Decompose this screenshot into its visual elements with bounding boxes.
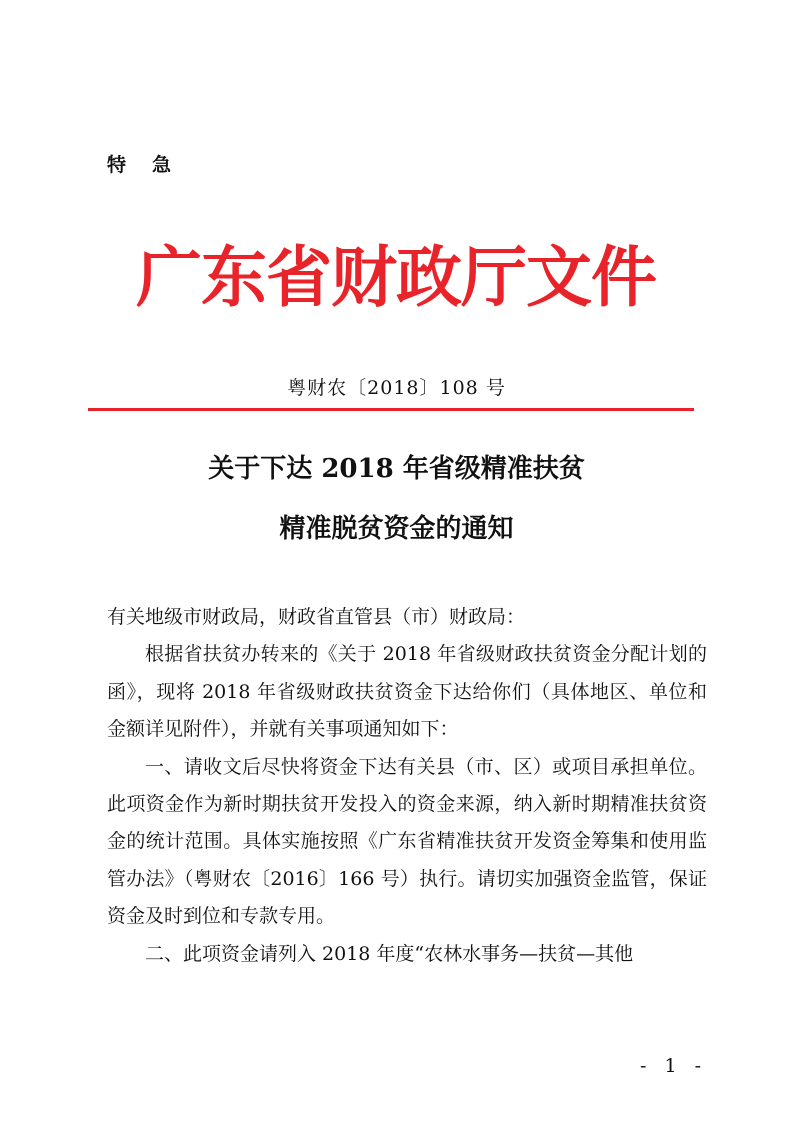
document-masthead: 广东省财政厅文件 xyxy=(136,238,656,316)
salutation: 有关地级市财政局，财政省直管县（市）财政局： xyxy=(107,606,526,628)
red-divider-line xyxy=(88,408,694,411)
document-title-line-2: 精准脱贫资金的通知 xyxy=(279,514,514,544)
document-number: 粤财农〔2018〕108 号 xyxy=(287,377,506,399)
body-paragraph: 二、此项资金请列入 2018 年度“农林水事务—扶贫—其他 xyxy=(145,942,634,965)
page-number: - 1 - xyxy=(639,1055,707,1077)
body-paragraph: 一、请收文后尽快将资金下达有关县（市、区）或项目承担单位。此项资金作为新时期扶贫开发投入的资金来源，纳入新时期精准扶贫资金的统计范围。具体实施按照《广东省精准扶贫开发资金筹集和使用监管办法》（粤财农〔2016〕166 号）执行。请切实加强资金监管，保证资金及时到位和专款专用。 xyxy=(107,755,707,928)
document-body xyxy=(107,599,707,973)
urgency-label: 特急 xyxy=(107,154,198,176)
body-paragraph: 根据省扶贫办转来的《关于 2018 年省级财政扶贫资金分配计划的函》，现将 2018 年省级财政扶贫资金下达给你们（具体地区、单位和金额详见附件），并就有关事项通知如下： xyxy=(107,643,707,741)
document-title-line-1: 关于下达 2018 年省级精准扶贫 xyxy=(208,454,585,484)
